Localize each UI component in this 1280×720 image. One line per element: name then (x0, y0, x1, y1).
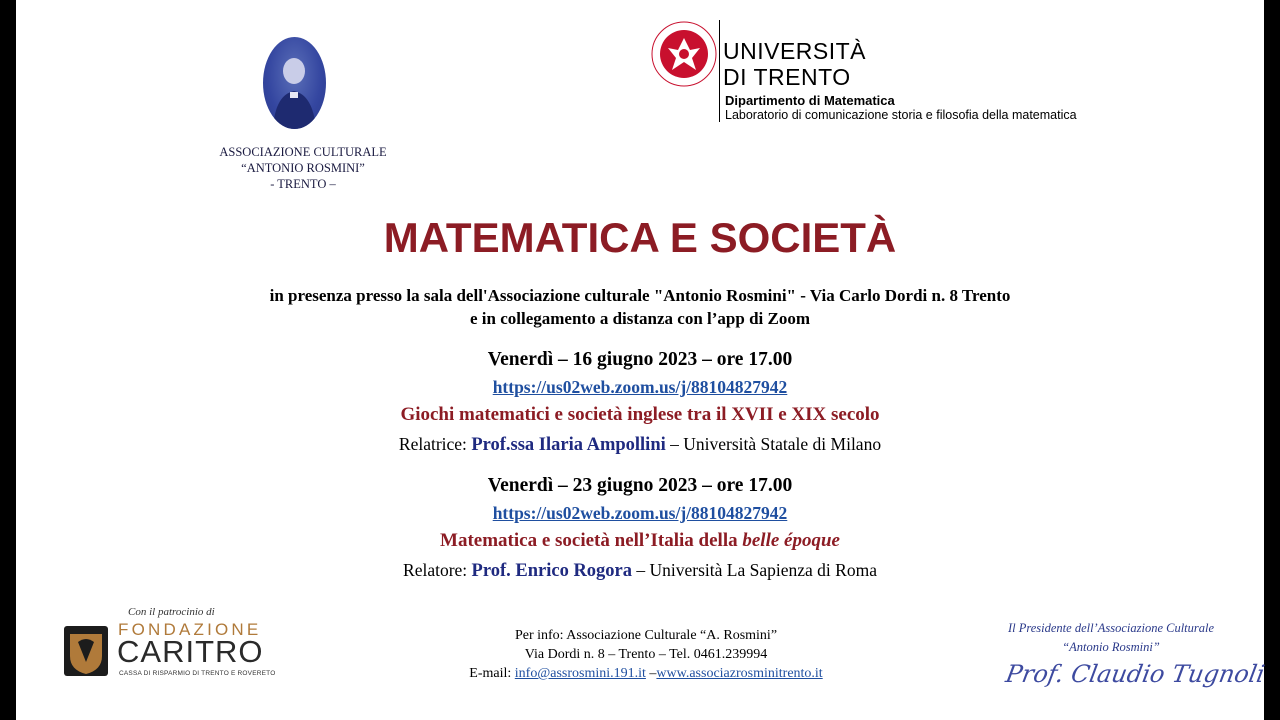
event-1-speaker-name: Prof.ssa Ilaria Ampollini (471, 435, 666, 455)
contact-info (426, 626, 866, 683)
event-2-speaker-name: Prof. Enrico Rogora (471, 561, 633, 581)
caritro-fondazione: FONDAZIONE (118, 620, 262, 639)
event-1-talk-title (16, 404, 1264, 426)
info-email-label: E-mail: (469, 666, 515, 681)
event-2-speaker-affiliation: – Università La Sapienza di Roma (632, 560, 877, 580)
event-2-zoom-link[interactable]: https://us02web.zoom.us/j/88104827942 (492, 503, 788, 523)
info-website-link[interactable]: www.associazrosminitrento.it (656, 666, 823, 681)
event-1-speaker-role: Relatrice: (398, 434, 472, 454)
event-1-link-row (16, 377, 1264, 398)
president-line1: Il Presidente dell’Associazione Culturale (1007, 621, 1215, 635)
subtitle-location: in presenza presso la sala dell'Associazione culturale "Antonio Rosmini" - Via Carlo Dordi n. 8 Trento (269, 286, 1011, 305)
info-separator: – (645, 666, 657, 681)
university-seal-icon (650, 20, 718, 88)
event-1-date: Venerdì – 16 giugno 2023 – ore 17.00 (487, 349, 793, 370)
event-2-talk-title (16, 530, 1264, 552)
page-title: MATEMATICA E SOCIETÀ (383, 214, 897, 261)
rosmini-line1: ASSOCIAZIONE CULTURALE (219, 145, 387, 159)
university-department: Dipartimento di Matematica (725, 93, 895, 108)
event-2-speaker-role: Relatore: (403, 560, 472, 580)
president-signature: Prof. Claudio Tugnoli (1003, 660, 1267, 688)
caritro-name: CARITRO (117, 634, 264, 669)
rosmini-line2: “ANTONIO ROSMINI” (241, 161, 365, 175)
flyer-page (16, 0, 1267, 720)
caritro-subline: CASSA DI RISPARMIO DI TRENTO E ROVERETO (119, 670, 276, 677)
event-2-talk-title-italic: belle époque (742, 530, 840, 551)
president-line2: “Antonio Rosmini” (1062, 640, 1160, 654)
info-line2: Via Dordi n. 8 – Trento – Tel. 0461.239994 (524, 647, 768, 662)
university-divider (719, 20, 720, 122)
caritro-emblem-icon (64, 626, 108, 676)
event-1-talk-title-text: Giochi matematici e società inglese tra il XVII e XIX secolo (400, 404, 880, 425)
event-2-talk-title-text: Matematica e società nell’Italia della (440, 530, 743, 551)
event-2-link-row (16, 503, 1264, 524)
subtitle-zoom: e in collegamento a distanza con l’app di Zoom (469, 309, 810, 328)
rosmini-line3: - TRENTO – (270, 177, 336, 191)
event-2-speaker (16, 560, 1264, 582)
caritro-patronage: Con il patrocinio di (128, 606, 215, 618)
president-block (991, 619, 1231, 657)
university-name-line1: UNIVERSITÀ (723, 38, 867, 64)
event-2-date: Venerdì – 23 giugno 2023 – ore 17.00 (487, 475, 793, 496)
event-1-speaker-affiliation: – Università Statale di Milano (665, 434, 882, 454)
rosmini-portrait-icon (263, 37, 326, 129)
event-1-zoom-link[interactable]: https://us02web.zoom.us/j/88104827942 (492, 377, 788, 397)
university-name-line2: DI TRENTO (723, 64, 851, 90)
university-laboratory: Laboratorio di comunicazione storia e filosofia della matematica (725, 108, 1077, 122)
info-line3 (426, 664, 866, 683)
event-1-speaker (16, 434, 1264, 456)
info-email-link[interactable]: info@assrosmini.191.it (514, 666, 646, 681)
rosmini-association-name (196, 144, 410, 192)
info-line1: Per info: Associazione Culturale “A. Rosmini” (514, 628, 778, 643)
university-name (723, 38, 866, 90)
